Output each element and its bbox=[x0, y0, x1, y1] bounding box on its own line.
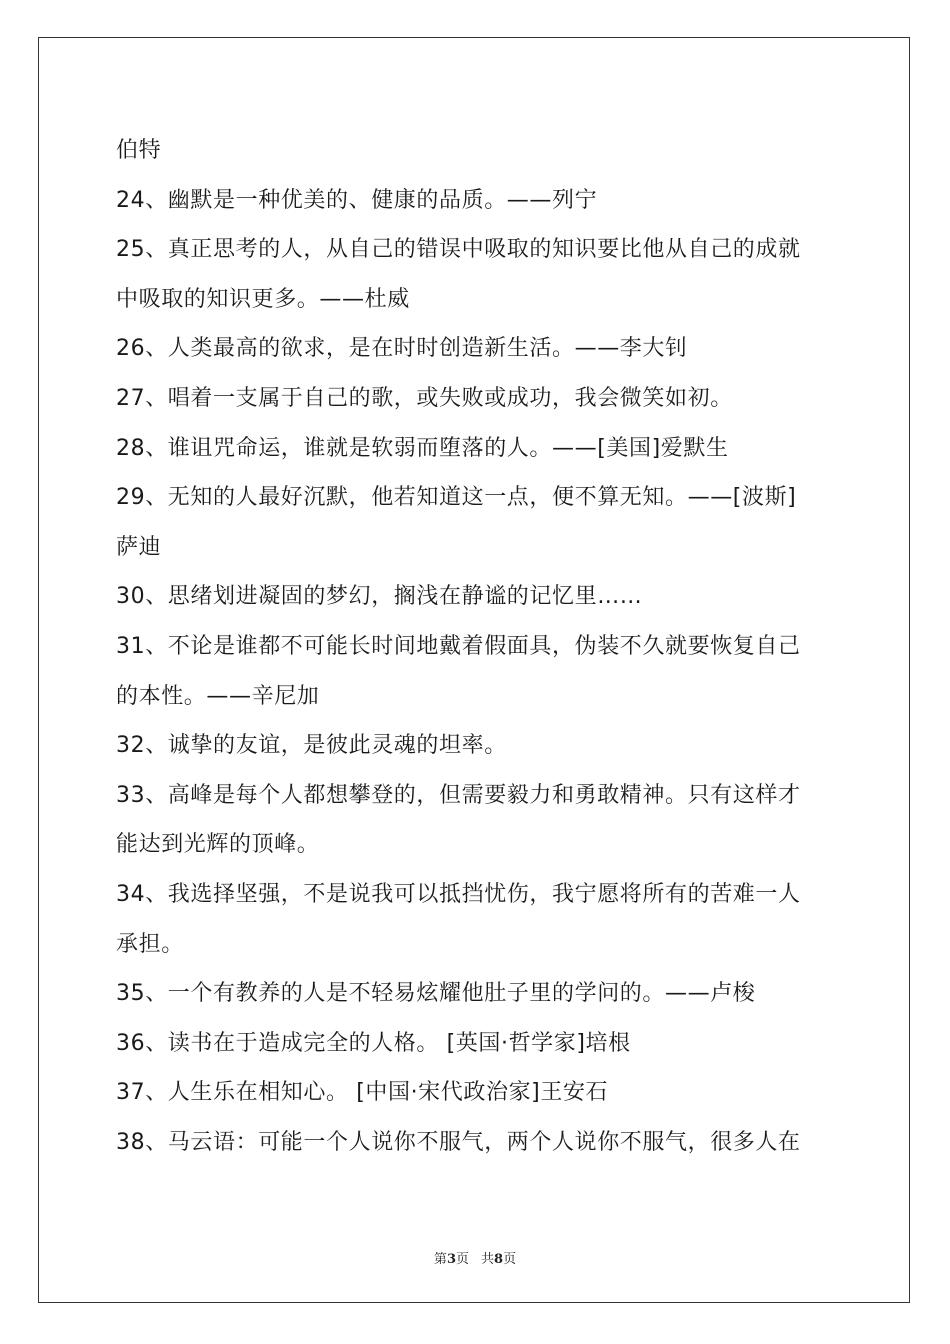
text-line: 的本性。——辛尼加 bbox=[116, 683, 320, 709]
text-line: 31、不论是谁都不可能长时间地戴着假面具，伪装不久就要恢复自己 bbox=[116, 633, 801, 659]
text-line: 萨迪 bbox=[116, 534, 162, 560]
text-line: 29、无知的人最好沉默，他若知道这一点，便不算无知。——[波斯] bbox=[116, 485, 797, 511]
text-line: 33、高峰是每个人都想攀登的，但需要毅力和勇敢精神。只有这样才 bbox=[116, 782, 801, 808]
text-line: 34、我选择坚强，不是说我可以抵挡忧伤，我宁愿将所有的苦难一人 bbox=[116, 881, 801, 907]
page-suffix: 页 bbox=[455, 1252, 469, 1267]
text-line: 伯特 bbox=[116, 138, 162, 163]
text-line: 32、诚挚的友谊，是彼此灵魂的坦率。 bbox=[116, 733, 507, 759]
text-line: 37、人生乐在相知心。 [中国·宋代政治家]王安石 bbox=[116, 1080, 609, 1106]
text-line: 24、幽默是一种优美的、健康的品质。——列宁 bbox=[116, 187, 598, 213]
text-line: 30、思绪划进凝固的梦幻，搁浅在静谧的记忆里…… bbox=[116, 584, 643, 610]
text-line: 中吸取的知识更多。——杜威 bbox=[116, 286, 410, 312]
text-line: 能达到光辉的顶峰。 bbox=[116, 832, 320, 858]
text-line: 35、一个有教养的人是不轻易炫耀他肚子里的学问的。——卢梭 bbox=[116, 981, 756, 1007]
page-number: 3 bbox=[446, 1252, 456, 1267]
document-body bbox=[116, 126, 834, 1167]
total-prefix: 共 bbox=[481, 1252, 495, 1267]
text-line: 38、马云语：可能一个人说你不服气，两个人说你不服气，很多人在 bbox=[116, 1129, 801, 1155]
text-line: 28、谁诅咒命运，谁就是软弱而堕落的人。——[美国]爱默生 bbox=[116, 435, 729, 461]
text-line: 26、人类最高的欲求，是在时时创造新生活。——李大钊 bbox=[116, 336, 688, 362]
text-line: 36、读书在于造成完全的人格。 [英国·哲学家]培根 bbox=[116, 1030, 631, 1056]
text-line: 25、真正思考的人，从自己的错误中吸取的知识要比他从自己的成就 bbox=[116, 237, 801, 263]
text-line: 承担。 bbox=[116, 931, 184, 957]
total-suffix: 页 bbox=[503, 1252, 517, 1267]
page-footer bbox=[0, 1248, 950, 1267]
text-line: 27、唱着一支属于自己的歌，或失败或成功，我会微笑如初。 bbox=[116, 385, 733, 411]
total-pages: 8 bbox=[494, 1252, 504, 1267]
page-prefix: 第 bbox=[433, 1252, 447, 1267]
